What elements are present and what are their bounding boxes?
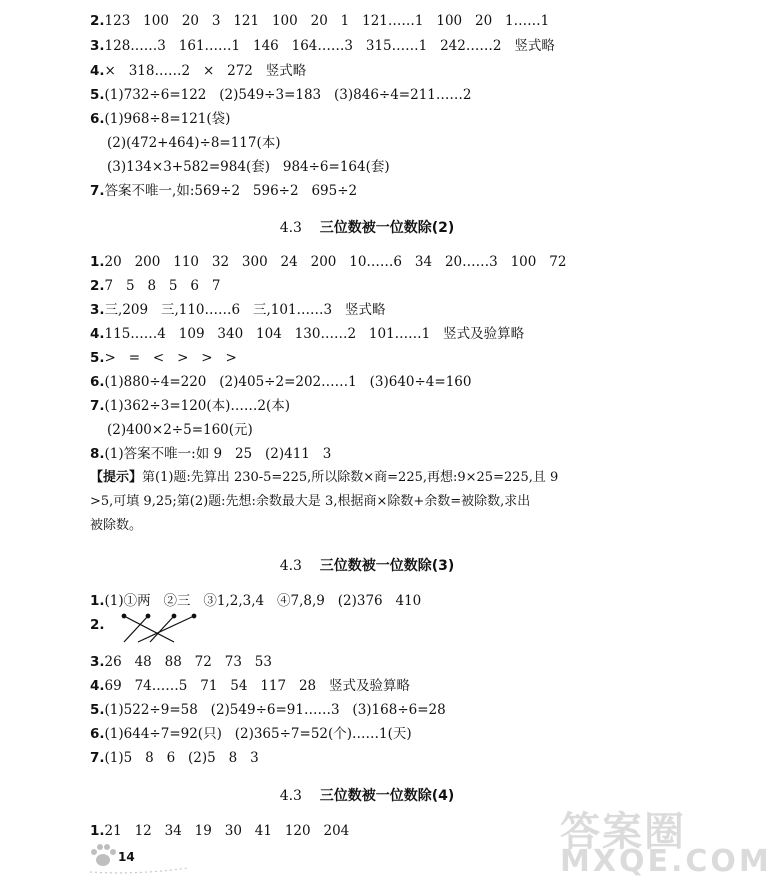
answer-line (107, 134, 281, 152)
answer-text: 26 48 88 72 73 53 (104, 654, 272, 670)
hint-text: 被除数。 (90, 518, 143, 533)
question-number: 1. (90, 593, 105, 609)
watermark-logo: 答案圈 (560, 809, 686, 855)
question-number: 6. (90, 374, 105, 390)
dot (146, 614, 150, 618)
question-number: 6. (90, 726, 105, 742)
section-title: 三位数被一位数除(3) (319, 558, 455, 574)
answer-text: (1)968÷8=121(袋) (104, 111, 231, 127)
answer-text: (2)(472+464)÷8=117(本) (107, 135, 281, 151)
question-number: 5. (90, 702, 105, 718)
connect-line (150, 616, 174, 642)
question-number: 7. (90, 398, 105, 414)
watermark-url: MXQE.COM (560, 844, 772, 879)
page-number: 14 (118, 850, 135, 864)
question-number: 7. (90, 750, 105, 766)
answer-text: (1)732÷6=122 (2)549÷3=183 (3)846÷4=211……2 (104, 87, 472, 103)
hint-block (90, 514, 650, 538)
section-number: 4.3 (279, 558, 302, 574)
answer-text: 三,209 三,110……6 三,101……3 竖式略 (104, 302, 386, 318)
answer-line (90, 12, 549, 30)
section-number: 4.3 (279, 788, 302, 804)
answer-line (107, 421, 253, 439)
hint-text: >5,可填 9,25;第(2)题:先想:余数最大是 3,根据商×除数+余数=被除数,求出 (90, 494, 531, 509)
question-number: 4. (90, 326, 105, 342)
question-number: 5. (90, 87, 105, 103)
answer-line (90, 373, 471, 391)
answer-line (90, 725, 412, 743)
answer-line (90, 822, 349, 840)
question-number: 1. (90, 823, 105, 839)
answer-text: × 318……2 × 272 竖式略 (104, 63, 307, 79)
answer-text: (1)644÷7=92(只) (2)365÷7=52(个)……1(天) (104, 726, 412, 742)
answer-line (90, 110, 230, 128)
answer-text: 21 12 34 19 30 41 120 204 (104, 823, 350, 839)
question-number: 3. (90, 38, 105, 54)
answer-text: (1)522÷9=58 (2)549÷6=91……3 (3)168÷6=28 (104, 702, 446, 718)
question-number: 2. (90, 617, 105, 633)
dotted-curve (88, 866, 198, 876)
answer-text: (1)5 8 6 (2)5 8 3 (104, 750, 259, 766)
question-number: 4. (90, 678, 105, 694)
answer-line (90, 277, 220, 295)
section-title: 三位数被一位数除(2) (319, 220, 455, 236)
answer-text: (2)400×2÷5=160(元) (107, 422, 253, 438)
question-number: 3. (90, 302, 105, 318)
answer-text: (1)①两 ②三 ③1,2,3,4 ④7,8,9 (2)376 410 (104, 593, 422, 609)
section-heading (0, 556, 734, 576)
answer-text: 7 5 8 5 6 7 (104, 278, 221, 294)
answer-line (90, 397, 290, 415)
matching-lines-diagram (118, 608, 200, 650)
answer-text: (1)362÷3=120(本)……2(本) (104, 398, 291, 414)
answer-text: (1)答案不唯一:如 9 25 (2)411 3 (104, 446, 332, 462)
answer-line (90, 253, 566, 271)
answer-text: 20 200 110 32 300 24 200 10……6 34 20……3 100 72 (104, 254, 567, 270)
dot (172, 614, 176, 618)
question-number: 1. (90, 254, 105, 270)
answer-line (90, 325, 524, 343)
answer-line (90, 749, 259, 767)
question-number: 6. (90, 111, 105, 127)
answer-text: 69 74……5 71 54 117 28 竖式及验算略 (104, 678, 411, 694)
question-number: 8. (90, 446, 105, 462)
dot (122, 614, 126, 618)
answer-line (90, 616, 105, 634)
answer-line (90, 37, 555, 55)
answer-line (90, 62, 306, 80)
question-number: 4. (90, 63, 105, 79)
answer-text: (1)880÷4=220 (2)405÷2=202……1 (3)640÷4=160 (104, 374, 472, 390)
question-number: 2. (90, 13, 105, 29)
hint-label: 【提示】 (90, 470, 143, 485)
hint-text: 第(1)题:先算出 230-5=225,所以除数×商=225,再想:9×25=225,且 9 (142, 470, 559, 485)
answer-text: 115……4 109 340 104 130……2 101……1 竖式及验算略 (104, 326, 525, 342)
answer-line (107, 158, 390, 176)
answer-line (90, 701, 446, 719)
question-number: 7. (90, 183, 105, 199)
answer-text: (3)134×3+582=984(套) 984÷6=164(套) (107, 159, 390, 175)
dot (192, 614, 196, 618)
answer-text: 128……3 161……1 146 164……3 315……1 242……2 竖式略 (104, 38, 555, 54)
answer-line (90, 86, 471, 104)
section-title: 三位数被一位数除(4) (319, 788, 455, 804)
answer-line (90, 301, 386, 319)
answer-line (90, 653, 272, 671)
answer-line (90, 677, 410, 695)
answer-text: 123 100 20 3 121 100 20 1 121……1 100 20 1……1 (104, 13, 550, 29)
answer-line (90, 182, 357, 200)
answer-line (90, 349, 237, 367)
watermark (560, 800, 772, 880)
answer-line (90, 445, 331, 463)
hint-block (90, 490, 650, 514)
answer-text: 答案不唯一,如:569÷2 596÷2 695÷2 (104, 183, 358, 199)
question-number: 2. (90, 278, 105, 294)
hint-block (90, 466, 650, 490)
question-number: 5. (90, 350, 105, 366)
section-number: 4.3 (279, 220, 302, 236)
connect-line (124, 616, 148, 642)
section-heading (0, 218, 734, 238)
answer-text: > = < > > > (104, 350, 237, 366)
question-number: 3. (90, 654, 105, 670)
page-footer (88, 842, 198, 872)
